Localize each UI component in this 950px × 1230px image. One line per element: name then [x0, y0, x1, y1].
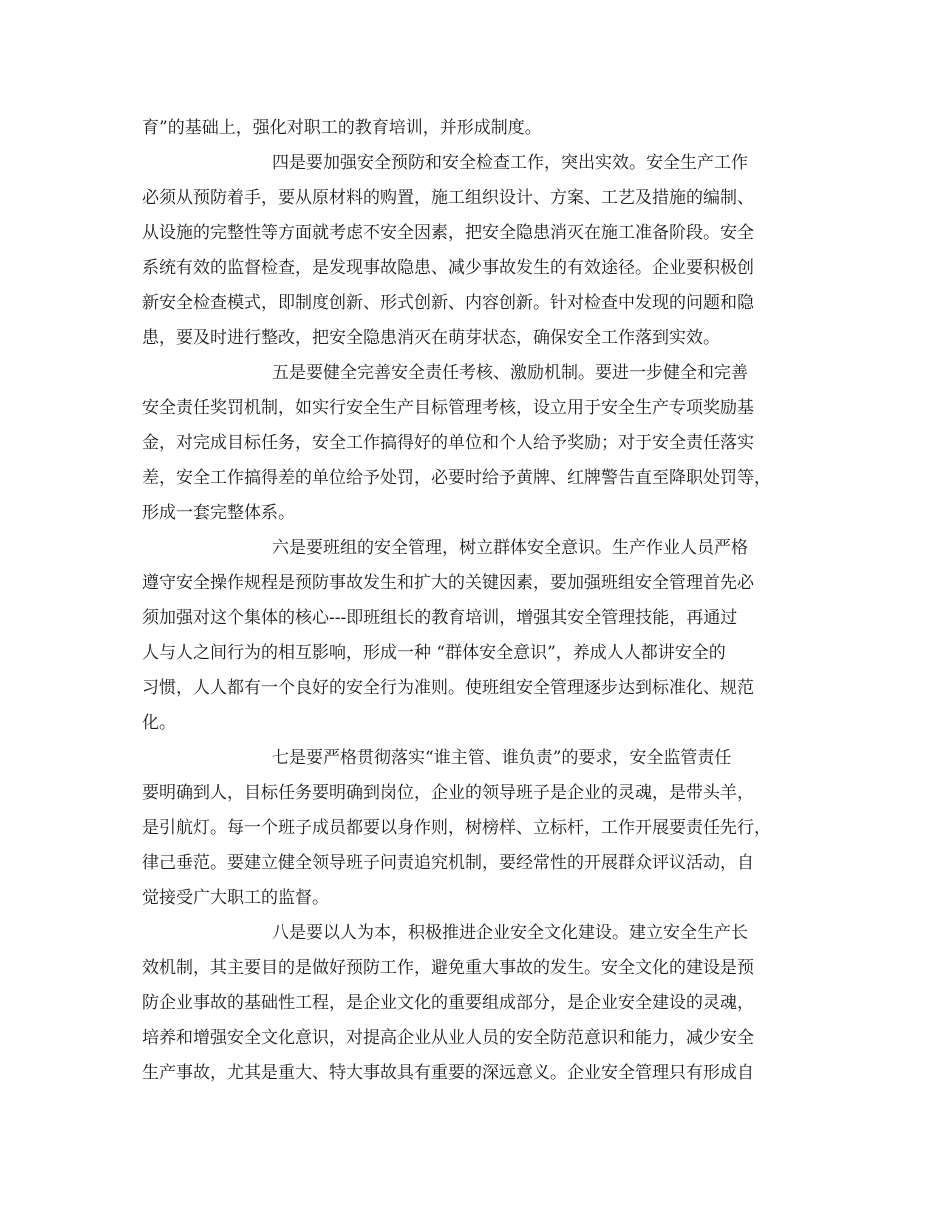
- body-line: 化。: [142, 713, 176, 733]
- body-line: 是引航灯。每一个班子成员都要以身作则，树榜样、立标杆，工作开展要责任先行，: [142, 818, 771, 838]
- body-line: 遵守安全操作规程是预防事故发生和扩大的关键因素，要加强班组安全管理首先必: [142, 573, 754, 593]
- paragraph-5-first-line: 五是要健全完善安全责任考核、激励机制。要进一步健全和完善: [272, 363, 748, 383]
- body-line: 患，要及时进行整改，把安全隐患消灭在萌芽状态，确保安全工作落到实效。: [142, 328, 720, 348]
- body-line: 人与人之间行为的相互影响，形成一种 “群体安全意识”，养成人人都讲安全的: [142, 643, 726, 663]
- paragraph-8-first-line: 八是要以人为本，积极推进企业安全文化建设。建立安全生产长: [272, 923, 748, 943]
- paragraph-4-first-line: 四是要加强安全预防和安全检查工作，突出实效。安全生产工作: [272, 153, 748, 173]
- body-line: 生产事故，尤其是重大、特大事故具有重要的深远意义。企业安全管理只有形成自: [142, 1063, 754, 1083]
- body-line: 效机制，其主要目的是做好预防工作，避免重大事故的发生。安全文化的建设是预: [142, 958, 754, 978]
- body-line: 育”的基础上，强化对职工的教育培训，并形成制度。: [142, 118, 542, 138]
- body-line: 新安全检查模式，即制度创新、形式创新、内容创新。针对检查中发现的问题和隐: [142, 293, 754, 313]
- body-line: 形成一套完整体系。: [142, 503, 295, 523]
- paragraph-7-first-line: 七是要严格贯彻落实“谁主管、谁负责”的要求，安全监管责任: [272, 748, 732, 768]
- body-line: 差，安全工作搞得差的单位给予处罚，必要时给予黄牌、红牌警告直至降职处罚等，: [142, 468, 771, 488]
- body-line: 防企业事故的基础性工程，是企业文化的重要组成部分，是企业安全建设的灵魂，: [142, 993, 754, 1013]
- paragraph-6-first-line: 六是要班组的安全管理，树立群体安全意识。生产作业人员严格: [272, 538, 748, 558]
- body-line: 从设施的完整性等方面就考虑不安全因素，把安全隐患消灭在施工准备阶段。安全: [142, 223, 754, 243]
- body-line: 习惯，人人都有一个良好的安全行为准则。使班组安全管理逐步达到标准化、规范: [142, 678, 754, 698]
- body-line: 系统有效的监督检查，是发现事故隐患、减少事故发生的有效途径。企业要积极创: [142, 258, 754, 278]
- body-line: 培养和增强安全文化意识，对提高企业从业人员的安全防范意识和能力，减少安全: [142, 1028, 754, 1048]
- body-line: 觉接受广大职工的监督。: [142, 888, 329, 908]
- body-line: 金，对完成目标任务，安全工作搞得好的单位和个人给予奖励；对于安全责任落实: [142, 433, 754, 453]
- body-line: 律己垂范。要建立健全领导班子问责追究机制，要经常性的开展群众评议活动，自: [142, 853, 754, 873]
- body-line: 安全责任奖罚机制，如实行安全生产目标管理考核，设立用于安全生产专项奖励基: [142, 398, 754, 418]
- body-line: 必须从预防着手，要从原材料的购置，施工组织设计、方案、工艺及措施的编制、: [142, 188, 754, 208]
- body-line: 要明确到人，目标任务要明确到岗位，企业的领导班子是企业的灵魂，是带头羊，: [142, 783, 754, 803]
- body-line: 须加强对这个集体的核心---即班组长的教育培训，增强其安全管理技能，再通过: [142, 608, 738, 628]
